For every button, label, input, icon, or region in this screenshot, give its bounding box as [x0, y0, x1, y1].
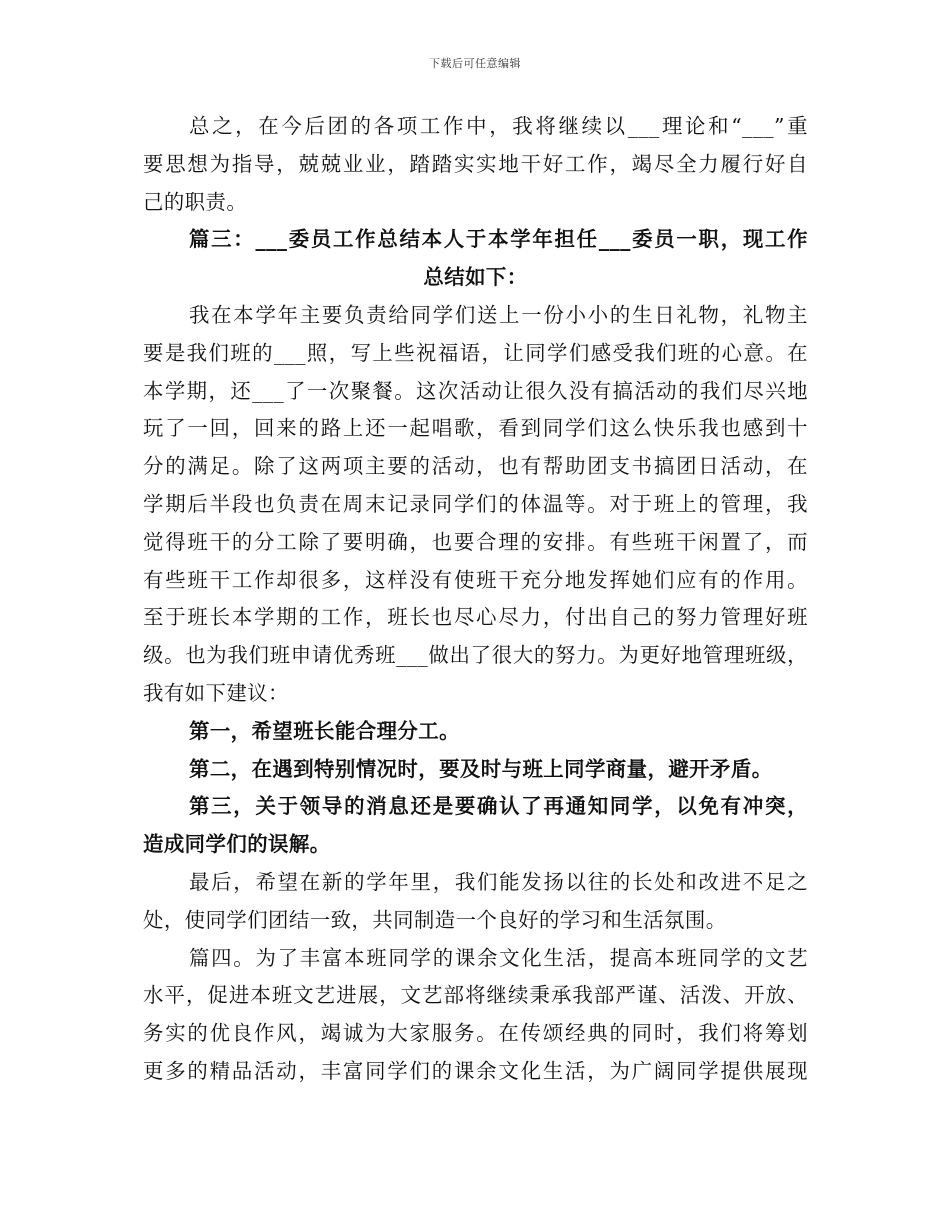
- paragraph-line: 我在本学年主要负责给同学们送上一份小小的生日礼物，礼物主: [189, 302, 808, 327]
- paragraph-line: 要思想为指导，兢兢业业，踏踏实实地干好工作，竭尽全力履行好自: [143, 151, 808, 176]
- paragraph-line: 我有如下建议：: [143, 680, 289, 705]
- paragraph-line: 务实的优良作风，竭诚为大家服务。在传颂经典的同时，我们将筹划: [143, 1021, 808, 1046]
- suggestion-item: 第三，关于领导的消息还是要确认了再通知同学，以免有冲突，: [189, 794, 808, 819]
- paragraph-line: 篇四。为了丰富本班同学的课余文化生活，提高本班同学的文艺: [189, 945, 808, 970]
- paragraph-line: 觉得班干的分工除了要明确，也要合理的安排。有些班干闲置了，而: [143, 529, 808, 554]
- paragraph-line: 分的满足。除了这两项主要的活动，也有帮助团支书搞团日活动，在: [143, 454, 808, 479]
- suggestion-item: 造成同学们的误解。: [143, 832, 331, 857]
- page-header: 下载后可任意编辑: [429, 57, 521, 70]
- section-heading: 篇三：___委员工作总结本人于本学年担任___委员一职，现工作: [189, 227, 808, 252]
- paragraph-line: 玩了一回，回来的路上还一起唱歌，看到同学们这么快乐我也感到十: [143, 416, 808, 441]
- paragraph-line: 己的职责。: [143, 189, 248, 214]
- paragraph-line: 本学期，还___了一次聚餐。这次活动让很久没有搞活动的我们尽兴地: [143, 378, 808, 403]
- paragraph-line: 处，使同学们团结一致，共同制造一个良好的学习和生活氛围。: [143, 907, 727, 932]
- paragraph-line: 有些班干工作却很多，这样没有使班干充分地发挥她们应有的作用。: [143, 567, 808, 592]
- suggestion-item: 第二，在遇到特别情况时，要及时与班上同学商量，避开矛盾。: [189, 756, 773, 781]
- section-heading: 总结如下：: [423, 265, 528, 290]
- paragraph-line: 总之，在今后团的各项工作中，我将继续以___理论和“___”重: [189, 114, 808, 138]
- paragraph-line: 要是我们班的___照，写上些祝福语，让同学们感受我们班的心意。在: [143, 340, 808, 365]
- paragraph-line: 水平，促进本班文艺进展，文艺部将继续秉承我部严谨、活泼、开放、: [143, 983, 808, 1008]
- document-body: [143, 108, 808, 1091]
- paragraph-line: 学期后半段也负责在周末记录同学们的体温等。对于班上的管理，我: [143, 491, 808, 516]
- paragraph-line: 更多的精品活动，丰富同学们的课余文化生活，为广阔同学提供展现: [143, 1058, 808, 1083]
- paragraph-line: 至于班长本学期的工作，班长也尽心尽力，付出自己的努力管理好班: [143, 605, 808, 630]
- paragraph-line: 级。也为我们班申请优秀班___做出了很大的努力。为更好地管理班级，: [143, 643, 808, 668]
- paragraph-line: 最后，希望在新的学年里，我们能发扬以往的长处和改进不足之: [189, 869, 808, 894]
- suggestion-item: 第一，希望班长能合理分工。: [189, 718, 460, 743]
